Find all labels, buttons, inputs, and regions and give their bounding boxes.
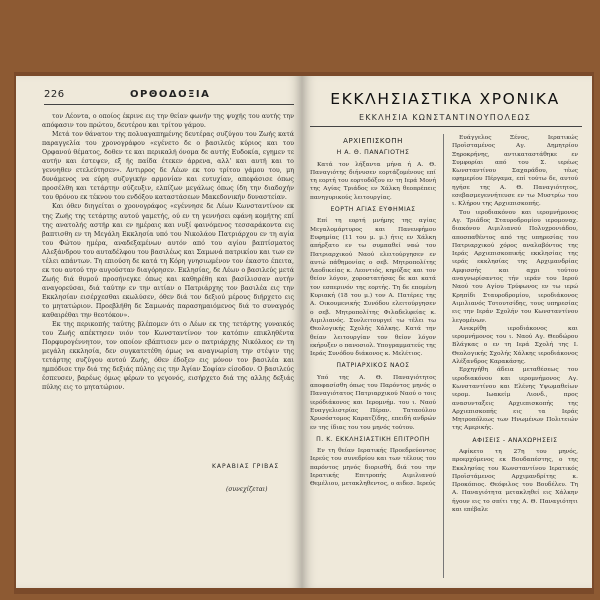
paragraph: τον Λέοντα, ο οποίος έκρινε εις την θείαν φωνήν της ψυχής του αυτής την απόφασιν του πρώτου, δευτέρου και τρίτου γάμου. (42, 113, 294, 130)
paragraph: Ανεκρίθη ιεροδιάκονος και ιερομνήμονος του ι. Ναού Αγ. Θεοδώρου Βλάγκας ο εν τη Ιερά Σχολή της Ι. Θεολογικής Σχολής Χάλκης ιεροδιάκονος Αλέξανδρος Καρακάσης. (452, 325, 578, 366)
left-page (16, 76, 302, 588)
page-number: 226 (44, 89, 65, 100)
paragraph: Μετά τον θάνατον της πολυαγαπημένης δευτέρας συζύγου του Ζωής κατά παραγγελία του χρονογράφου «εγένετο δε ο βασιλεύς κύριος και του Ορφανού θέματος, δοθεν τε και περικαλή όνομα δε αυτής Ευδοκία, εγημεν τε αυτήν και έστεψεν, εξ ής παίδα έτεκεν άρρενα, αλλ' και αυτή και το γεννηθεν ετελεύτησεν». Αντιρρος δε Λέων εκ του τρίτου γάμου του, μη δυνάμενος να εύρη συζυγικήν αρμονίαν και ευτυχίαν, απεφάσισε όπως προσέλθη και τετάρτην σύζευξιν, ελπίζων μεγάλως όπως ίδη την διαδοχήν του θρόνου εκ τέκνου του ενδόξου καταστάσεων Μακεδονικήν δυναστείαν. (42, 131, 294, 202)
column-left (310, 134, 436, 489)
heading-patriarchal-church: ΠΑΤΡΙΑΡΧΙΚΟΣ ΝΑΟΣ (336, 362, 410, 370)
right-page (302, 76, 592, 588)
heading-euphemia: ΕΟΡΤΗ ΑΓΙΑΣ ΕΥΦΗΜΙΑΣ (330, 206, 416, 214)
paragraph: Ερχηγήθη άδεια μεταθέσεως του ιεροδιακόνου και ιερομνήμονος Αγ. Κωνσταντίνου και Ελένης Υψωμαθείων ιερομ. Ιωακείμ Λιονδ., προς ανασυνταξεις Αρχιεπισκοπής της Αρχιεπισκοπής εις τα Ιεράς Μητροπόλεως των Ηνωμένων Πολιτειών της Αμερικής. (452, 367, 578, 432)
paragraph: Υπό της Α. Θ. Παναγιότητος αποφασίσθη όπως του Παρόντος μηνός ο Παναγιότατος Πατριαρχικού Ναού ο τοις ιερόδιάκονος και Ιερομνήμ. του ι. Ναού Ευαγγελιστρίας Πέραν. Ταταούλου Χρυσόστομος Καρατζίδης, επειδή ανδρών εν της ίδιας του του μηνός τούτου. (310, 374, 436, 431)
header-rule (44, 104, 294, 105)
paragraph: Ευάγγελος Ξένος, Ιερατικώς Προϊσταμένος Αγ. Δημητρίου Ξηροκρήνης, αντικαταστάθηκε εν Συμφορίαι από του Σ. ιερέως Κωνσταντίνου Σαχαράδου, τέως εφημερίου Πέργαμα, επί τούτω δε, αυτού ηγήσε της Α. Θ. Παναγιότητος, εσεβασμεγεννήτευσε εν τω Μυστρίω του ι. Κλήρου της Αρχιεπισκοπής. (452, 135, 578, 208)
article-body (42, 112, 294, 392)
column-divider (443, 134, 444, 578)
paragraph: Επί τη εορτή μνήμης της αγίας Μεγαλομάρτυρος και Πανευφήμου Ευφημίας (11 του μ. μ.) ήτις εν Χάλκη απήρξατο εν τω συμπαθεί ναώ του Πατριαρχικού Ναού ελειτούργησεν εν αυτώ πάθημονίας ο σεβ. Μητροπολίτης Λαοδικείας κ. Λεοντιός, κηρύξας και τον θείον λόγον, χοροστατήσας δε και κατά τον εσπερινόν της εορτής. Τη δε επομένη Κυριακή (18 του μ.) τον Α. Πατέρες της Α. Οικουμενικής Συνόδου ελειτούργησεν ο σεβ. Μητροπολίτης Φιλαδελφείας κ. Αιμιλιανός. Συνλειτουργεί τω τέλει τω Θεολογικής Σχολής Χάλκης. Κατά την θείαν λειτουργίαν τον θείον λόγον εκήρυξεν ο πανοσιολ. Υπογραμματεύς της Ιεράς Συνόδου διάκονος κ. Μελέτιος. (310, 218, 436, 358)
title-rule (310, 126, 582, 127)
paragraph: Και όθεν διηγείται ο χρονογράφος «εγέννησε δε Λέων Κωνσταντίνον εκ της Ζωής της τετάρτης αυτού γαμετής, ού εν τη γεννήσει εφάνη κομήτης επί της ανατολής αστήρ και εν ημέραις και νυξί φαινόμενος τεσσαράκοντα εις βαπτισθη εν τη Μεγάλη Εκκλησία υπό του Νικολάου Πατριάρχου εν τη αγία του Φώτου ημέρα, αναδεξαμένων αυτόν από του αγίου βαπτίσματος Αλεξάνδρου του αυταδέλφου του βασιλέως και Σαμωνά πατρικίου και των εν τέλει απάντων. Τη επιούση δε κατά τη Κόρη γνησιωμένον τον έκαστο έπειτα, εκ του αυτού την αυγούσταν διαγόρησεν. Εκλησίας, δε Λέων ο βασιλεύς μετά Ζωής διά θυμού προσήνεγκε όπως και καθηρέθη και βασίλισσαν αυτήν αναγορεύσαι, διά ταύτην εν την αιτίαν ο Πατριάρχης τον βασιλέα εις την Εκκλησίαν εισέρχεσθαι εκωλύσεν, όθεν διά τον δεξιού μέρους διήρχετο εις το μητατώριον. Προεβλήθη δε Σαμωνάς παρασημαιόμενος διά το συναγρός καθαιρέθαι την θεοτόκον». (42, 203, 294, 320)
heading-arrivals-departures: ΑΦΙΣΕΙΣ - ΑΝΑΧΩΡΗΣΕΙΣ (472, 436, 558, 444)
section-title: ΕΚΚΛΗΣΙΑΣΤΙΚΑ ΧΡΟΝΙΚΑ (330, 90, 560, 108)
heading-archdiocese: ΑΡΧΙΕΠΙΣΚΟΠΗ (343, 137, 403, 145)
paragraph: Κατά τον λήξαντα μήνα ή Α. Θ. Παναγιότης διήνυσεν εορτάζομένους επί τη εορτή του εορτοδόξου εν τη Ιερά Μονή της Αγίας Τριάδος εν Χάλκη θεοπρέπεις πανηγυρικούς λειτουργίας. (310, 161, 436, 201)
column-right (452, 134, 578, 514)
section-subtitle: ΕΚΚΛΗΣΙΑ ΚΩΝΣΤΑΝΤΙΝΟΥΠΟΛΕΩΣ (358, 113, 532, 122)
paragraph: Εκ της περικοπής ταύτης βλέπομεν ότι ο Λέων εκ της τετάρτης γυναικός του Ζωής απέκτησεν υιόν τον Κωνσταντίνον τον κατόπιν επικληθέντα Πορφυρογέννητον, τον οποίον εβάπτισεν μεν ο πατριάρχης Νικόλαος εν τη μεγάλη εκκλησία, δεν συγκατετέθη όμως να αναγνωρίση την στέψιν της τετάρτης συζύγου αυτού Ζωής, όθεν έδοξεν εις μόνον τον βασιλέα και ημπόδισε την διά της δεξιάς πύλης εις την Άγίαν Σοφίαν είσοδον. Ο βασιλεύς έσπευσεν, βαρέως όμως φέρων το γεγονός, εισήρχετο διά της αλλης δεξιάς πύλης εις το μητατώριον. (42, 321, 294, 392)
paragraph: Εν τη θείαν Ιερατικής Προεδρεύοντος Ιερεύς του συνεδρίου και των τέλους του παρόντος μηνός διορισθή, διά του την Ιερατικής Επιτροπής Αιμιλιανού Θεμέλιου, μετακληθεντος, ο αιδεσ. Ιερεύς (310, 448, 436, 488)
paragraph: Αφίκετο τη 27η του μηνός, προερχόμενος εκ Βουδαπέστης, ο της Εκκλησίας του Κωνσταντίνου Ιερατικός Προϊστάμενος Αρχιμανδρίτης κ. Προκόπιος. Θεόφιλος του Βουδέλευ. Τη Α. Παναγιότητα μετακληθεί εις Χάλκην ήγουν εις το σπίτι της Α. Θ. Παναγιότητι και επέβαλε (452, 448, 578, 514)
paragraph: Του ιεροδιακόνου και ιερομνήμονος Αγ. Τριάδος Σταυροδρομίου ιερομοναχ. διακόνου Αιμιλιανού Πολυχρονιάδου, αποσπαθέντος από της υπηρεσίας του Πατριαρχικού χόρος αναλαβόντος της Ιεράς Αρχιεπισκοπικής εκκλησίας της ιεράς εκκλησίας της Αρχιμανδρίας Αμφισσής και αχρι τούτου αναγνωρίσαντος τήν ιεράν του Ιερού Ναού του Αγίου Τρύφωνος εν τω ιερώ Κρηπίδι Σταυροδρομίου, ιεροδιάκονος Αιμιλιανός Τοτουτσίδης, τους υπηρεσίας εις την Ιεράν Σχολήν του Κωνσταντίνου λεγομένων. (452, 209, 578, 324)
running-title: ΟΡΘΟΔΟΞΙΑ (130, 89, 211, 100)
heading-feast: Η Α. Θ. ΠΑΝΑΓΙΟΤΗΣ (336, 149, 410, 157)
heading-commission: Π. Κ. ΕΚΚΛΗΣΙΑΣΤΙΚΗ ΕΠΙΤΡΟΠΗ (316, 435, 430, 443)
continued-note: (συνεχίζεται) (226, 486, 268, 493)
running-header (44, 89, 294, 105)
author-signature: ΚΑΡΑΒΙΑΣ ΓΡΙΒΑΣ (212, 463, 280, 470)
